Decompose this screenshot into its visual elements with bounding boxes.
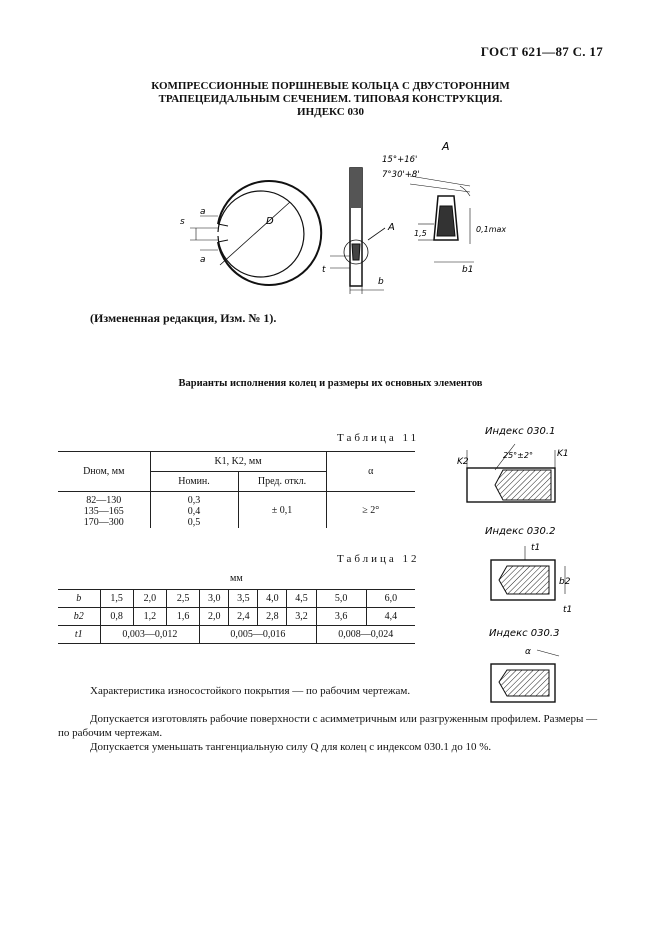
paragraph-3: Допускается уменьшать тангенциальную силу Q для колец с индексом 030.1 до 10 %. (90, 741, 492, 753)
t12-cell: 4,5 (287, 590, 316, 608)
idx-030-1-label: Индекс 030.1 (485, 426, 556, 437)
t11-nom-0: 0,3 (187, 495, 201, 506)
t11-nom-cell (150, 492, 238, 529)
idx2-t1-top: t1 (531, 543, 541, 553)
idx-030-2-label: Индекс 030.2 (485, 526, 556, 537)
t11-col-d: Dном, мм (58, 452, 150, 492)
t12-t1-2: 0,008—0,024 (316, 626, 415, 644)
t11-d-0: 82—130 (86, 495, 122, 506)
idx-030-3-label: Индекс 030.3 (489, 628, 560, 639)
t12-b2-label: b2 (58, 608, 100, 626)
idx1-K2: K2 (457, 457, 469, 467)
dim-a-top: a (200, 207, 206, 217)
idx1-angle: 25°±2° (503, 451, 533, 460)
t11-d-cell (58, 492, 150, 529)
idx2-b2: b2 (559, 577, 571, 587)
t12-b-label: b (58, 590, 100, 608)
section-subtitle: Варианты исполнения колец и размеры их основных элементов (178, 378, 483, 389)
t11-d-1: 135—165 (83, 506, 124, 517)
angle-7-30: 7°30'+8' (382, 170, 420, 180)
t12-cell: 3,0 (200, 590, 229, 608)
t12-cell: 3,2 (287, 608, 316, 626)
t12-cell: 2,5 (166, 590, 199, 608)
idx1-K1: K1 (557, 449, 569, 459)
t12-cell: 3,6 (316, 608, 366, 626)
t11-col-k: K1, K2, мм (150, 452, 326, 472)
section-label-A: А (388, 222, 395, 233)
paragraph-2: Допускается изготовлять рабочие поверхности с асимметричным или разгруженным профилем. Размеры — по рабочим чертежам. (58, 713, 598, 739)
title-line-3: ИНДЕКС 030 (297, 106, 364, 118)
t12-cell: 4,0 (258, 590, 287, 608)
t12-cell: 4,4 (366, 608, 415, 626)
t11-nom-2: 0,5 (187, 517, 201, 528)
t11-d-2: 170—300 (83, 517, 124, 528)
table12-caption: Таблица 12 (337, 553, 420, 565)
page-header: ГОСТ 621—87 С. 17 (480, 44, 603, 59)
t12-cell: 3,5 (229, 590, 258, 608)
idx-030-3-figure (491, 650, 559, 702)
ring-drawing (170, 132, 507, 302)
t12-cell: 1,6 (166, 608, 199, 626)
dim-s: s (180, 217, 185, 227)
t12-t1-label: t1 (58, 626, 100, 644)
paragraph-1: Характеристика износостойкого покрытия — по рабочим чертежам. (90, 685, 411, 697)
angle-15: 15°+16' (382, 155, 418, 165)
idx3-alpha: α (525, 647, 531, 657)
t12-cell: 5,0 (316, 590, 366, 608)
index-drawings (455, 420, 605, 710)
idx-030-2-figure (491, 546, 565, 600)
t12-cell: 6,0 (366, 590, 415, 608)
t11-col-dev: Пред. откл. (238, 472, 326, 492)
table-row (58, 626, 415, 644)
table12-unit: мм (230, 573, 243, 584)
t11-col-alpha: α (326, 452, 415, 492)
t12-cell: 1,2 (133, 608, 166, 626)
title-line-2: ТРАПЕЦЕИДАЛЬНЫМ СЕЧЕНИЕМ. ТИПОВАЯ КОНСТРУКЦИЯ. (158, 93, 503, 105)
revision-note: (Измененная редакция, Изм. № 1). (90, 311, 277, 325)
t11-nom-1: 0,4 (187, 506, 201, 517)
dim-b1: b1 (462, 265, 474, 275)
table-11 (58, 451, 415, 528)
detail-A (410, 176, 474, 262)
detail-A-title: А (442, 140, 450, 153)
dim-a-bot: a (200, 255, 206, 265)
dim-1-5: 1,5 (414, 229, 427, 238)
t12-cell: 2,8 (258, 608, 287, 626)
side-view (330, 168, 385, 294)
t12-cell: 1,5 (100, 590, 133, 608)
table-row (58, 590, 415, 608)
table11-caption: Таблица 11 (337, 432, 420, 444)
idx2-t1-bot: t1 (563, 605, 573, 615)
dim-t: t (322, 265, 326, 275)
table-12 (58, 589, 415, 644)
t11-dev-value: ± 0,1 (238, 492, 326, 529)
table-row (58, 608, 415, 626)
t12-t1-0: 0,003—0,012 (100, 626, 200, 644)
dim-0-1max: 0,1max (476, 225, 507, 234)
t11-col-nom: Номин. (150, 472, 238, 492)
t12-cell: 2,4 (229, 608, 258, 626)
t12-cell: 0,8 (100, 608, 133, 626)
ring-view (190, 181, 321, 285)
dim-b: b (378, 277, 384, 287)
t12-cell: 2,0 (133, 590, 166, 608)
t11-alpha-value: ≥ 2° (326, 492, 415, 529)
dim-D: D (266, 216, 274, 227)
t12-t1-1: 0,005—0,016 (200, 626, 316, 644)
title-line-1: КОМПРЕССИОННЫЕ ПОРШНЕВЫЕ КОЛЬЦА С ДВУСТОРОННИМ (151, 80, 510, 92)
t12-cell: 2,0 (200, 608, 229, 626)
